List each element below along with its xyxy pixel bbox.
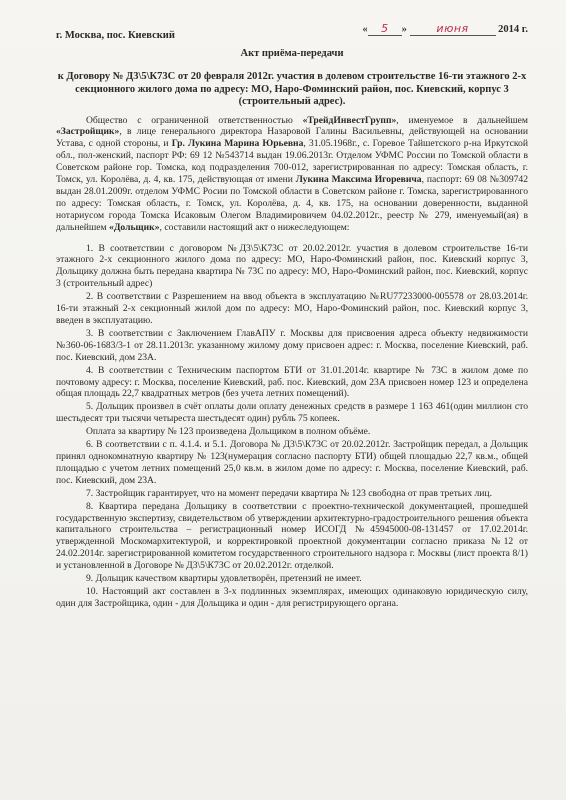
payment-note: Оплата за квартиру № 123 произведена Дольщиком в полном объёме. [86,426,371,438]
place-of-signing: г. Москва, пос. Киевский [56,30,175,41]
handwritten-day: 5 [368,22,402,36]
document-header [56,22,528,46]
preamble-text: , в лице генерального директора Назаровой Галины Васильевны, действующей на основании Устава, с одной стороны, и [56,126,528,150]
date-close-quote: » [401,24,407,35]
clause-7: 7. Застройщик гарантирует, что на момент передачи квартира № 123 свободна от прав третьих лиц. [86,487,492,499]
developer-role: «Застройщик» [56,126,120,138]
shareholder-role: «Дольщик» [109,221,160,233]
preamble-text: Общество с ограниченной ответственностью [86,114,303,126]
clause-8: 8. Квартира передана Дольщику в соответствии с проектно-технической документацией, прошедшей государственную экспертизу, свидетельством об утверждении архитектурно-градостроительного решения объекта капитального строительства – регистрационный номер ИСОГД №45945000-08-131457 от 17.02.2014г. утвержденной Москомархитектурой, и корректировкой проектной документации согласно приказа №12 от 24.02.2014г. зарегистрированной комитетом государственного строительного надзора г. Москвы (лист проекта 8/1) и установленной в Договоре № Д3\5\К73С от 20.02.2012г. отделкой. [56,500,528,572]
clause-6: 6. В соответствии с п. 4.1.4. и 5.1. Договора № Д3\5\К73С от 20.02.2012г. Застройщик передал, а Дольщик принял однокомнатную квартиру № 123(нумерация согласно паспорту БТИ) общей площадью 22,7 кв.м., общей площадью с учетом летних помещений 25,0 кв.м. в жилом доме по адресу: г. Москва, поселение Киевский, раб. пос. Киевский, дом 23А. [56,439,528,486]
handwritten-month: июня [410,22,496,36]
preamble-paragraph [56,115,528,234]
preamble-text: , 31.05.1968г., с. Горевое Тайшетского р-на Иркутской обл., пол-женский, паспорт РФ: 69 12 №543714 выдан 19.06.2013г. Отделом УФМС России по Томской области в Советском районе гор. Томска, код подразделения 700-012, зарегистрированная по адресу: Томская область, г. Томск, ул. Королёва, д. 4, кв. 175, действующая от имени [56,138,528,186]
company-name: «ТрейдИнвестГрупп» [302,114,397,126]
clause-5: 5. Дольщик произвел в счёт оплаты доли оплату денежных средств в размере 1 163 461(один миллион сто шестьдесят три тысячи четыреста шестьдесят один) рубль 75 копеек. [56,401,528,425]
preamble-text: , составили настоящий акт о нижеследующем: [159,221,350,233]
date-year: 2014 г. [498,24,528,35]
document-date [362,22,528,36]
clause-10: 10. Настоящий акт составлен в 3-х подлинных экземплярах, имеющих одинаковую юридическую силу, один для Застройщика, один - для Дольщика и один - для регистрирующего органа. [56,585,528,609]
preamble-text: , паспорт: 69 08 №309742 выдан 28.01.2009г. отделом УФМС Росии по Томской области в Советском районе г. Томска, зарегистрированного по адресу: Томская область, г. Томск, ул. Королёва, д. 4, кв. 175, на основании доверенности, выданной нотариусом города Томска Исаковым Олегом Владимировичем 04.02.2012г., реестр № 279, именуемый(ая) в дальнейшем [56,174,529,233]
document-title: Акт приёма-передачи [240,48,344,59]
date-open-quote: « [362,24,368,35]
citizen-name: Гр. Лукина Марина Юрьевна [171,138,304,150]
preamble-text: , именуемое в дальнейшем [396,114,529,126]
clause-9: 9. Дольщик качеством квартиры удовлетворён, претензий не имеет. [86,573,362,585]
clause-4: 4. В соответствии с Техническим паспортом БТИ от 31.01.2014г. квартире № 73С в жилом доме по почтовому адресу: г. Москва, поселение Киевский, раб. пос. Киевский, дом 23А присвоен номер 123 и определена общая площадь 22,7 квадратных метров (без учета летних помещений). [56,364,528,400]
clause-1: 1. В соответствии с договором №Д3\5\К73С от 20.02.2012г. участия в долевом строительстве 16-ти этажного 2-х секционного жилого дома по адресу: МО, Наро-Фоминский район, пос. Киевский корпус 3, Дольщику должна быть передана квартира № 73С по адресу: МО, Наро-Фоминский район, пос. Киевский, корпус 3 (строительный адрес) [56,242,528,290]
document-subject: к Договору № Д3\5\К73С от 20 февраля 2012г. участия в долевом строительстве 16-ти этажного 2-х секционного жилого дома по адресу: МО, Наро-Фоминский район, пос. Киевский, корпус 3 (строительный адрес). [57,71,527,107]
clause-3: 3. В соответствии с Заключением ГлавАПУ г. Москвы для присвоения адреса объекту недвижимости №360-06-1683/3-1 от 28.11.2013г. указанному жилому дому присвоен адрес: г. Москва, поселение Киевский, раб. пос. Киевский, дом 23А. [56,327,528,363]
document-body [56,115,528,610]
representative-name: Лукина Максима Игоревича [295,174,422,186]
clause-2: 2. В соответствии с Разрешением на ввод объекта в эксплуатацию №RU77233000-005578 от 28.03.2014г. 16-ти этажный 2-х секционный жилой дом по адресу: МО, Наро-Фоминский район, пос. Киевский корпус 3, введен в эксплуатацию. [56,291,528,326]
